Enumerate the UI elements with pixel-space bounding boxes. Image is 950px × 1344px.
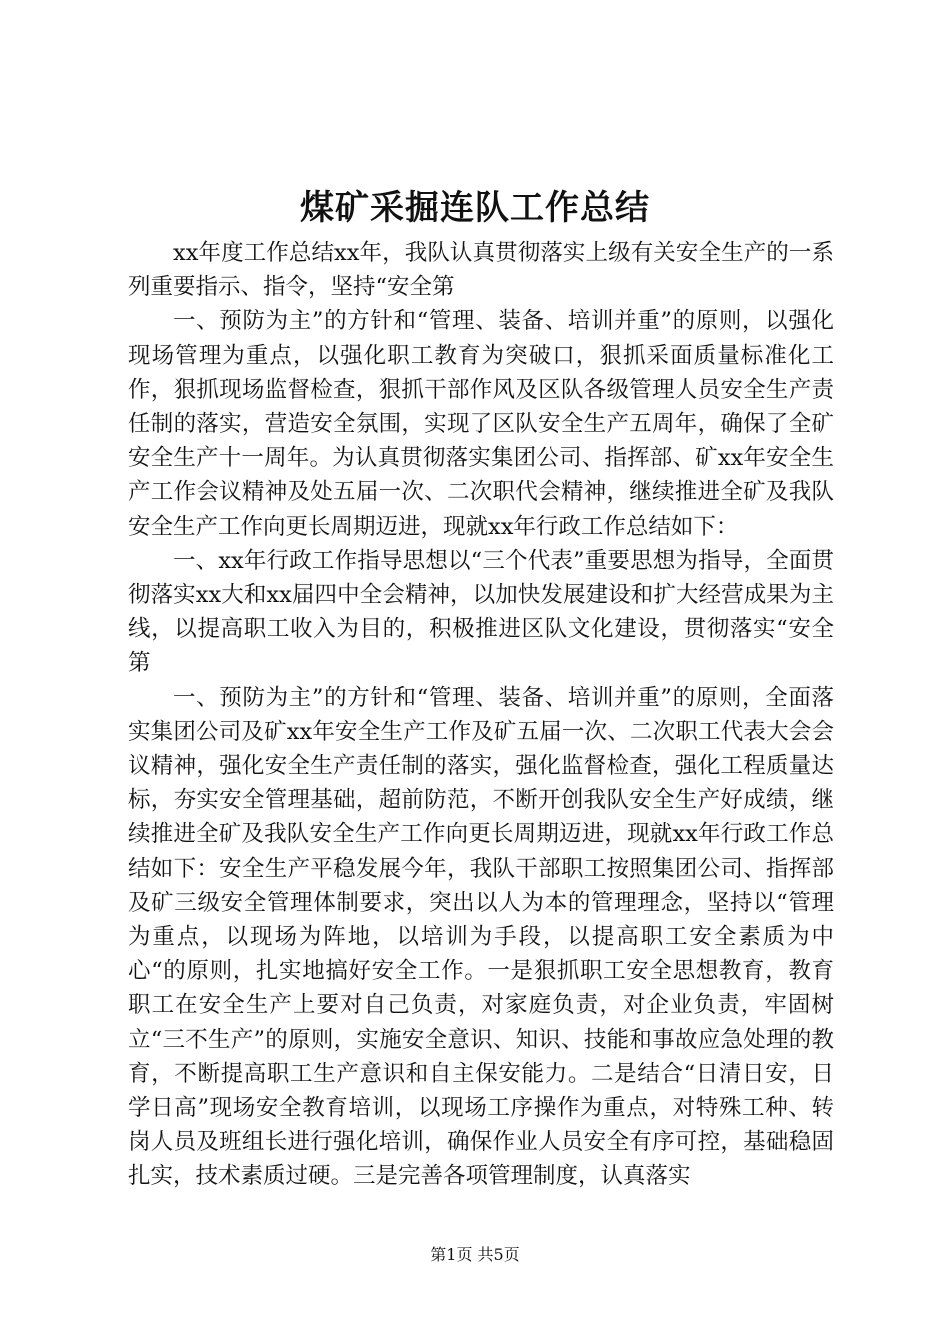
document-body [128, 236, 834, 1194]
paragraph: 一、预防为主”的方针和“管理、装备、培训并重”的原则，全面落实集团公司及矿xx年安全生产工作及矿五届一次、二次职工代表大会会议精神，强化安全生产责任制的落实，强化监督检查，强化工程质量达标，夯实安全管理基础，超前防范，不断开创我队安全生产好成绩，继续推进全矿及我队安全生产工作向更长周期迈进，现就xx年行政工作总结如下：安全生产平稳发展今年，我队干部职工按照集团公司、指挥部及矿三级安全管理体制要求，突出以人为本的管理理念，坚持以“管理为重点，以现场为阵地，以培训为手段，以提高职工安全素质为中心“的原则，扎实地搞好安全工作。一是狠抓职工安全思想教育，教育职工在安全生产上要对自己负责，对家庭负责，对企业负责，牢固树立“三不生产”的原则，实施安全意识、知识、技能和事故应急处理的教育，不断提高职工生产意识和自主保安能力。二是结合“日清日安，日学日高”现场安全教育培训，以现场工序操作为重点，对特殊工种、转岗人员及班组长进行强化培训，确保作业人员安全有序可控，基础稳固扎实，技术素质过硬。三是完善各项管理制度，认真落实 [128, 684, 834, 1190]
paragraph: 一、xx年行政工作指导思想以“三个代表”重要思想为指导，全面贯彻落实xx大和xx届四中全会精神，以加快发展建设和扩大经营成果为主线，以提高职工收入为目的，积极推进区队文化建设，贯彻落实“安全第 [128, 547, 834, 677]
document-title: 煤矿采掘连队工作总结 [300, 188, 650, 228]
page-number-footer: 第1页 共5页 [430, 1245, 520, 1264]
paragraph: 一、预防为主”的方针和“管理、装备、培训并重”的原则，以强化现场管理为重点，以强化职工教育为突破口，狠抓采面质量标准化工作，狠抓现场监督检查，狠抓干部作风及区队各级管理人员安全生产责任制的落实，营造安全氛围，实现了区队安全生产五周年，确保了全矿安全生产十一周年。为认真贯彻落实集团公司、指挥部、矿xx年安全生产工作会议精神及处五届一次、二次职代会精神，继续推进全矿及我队安全生产工作向更长周期迈进，现就xx年行政工作总结如下： [128, 308, 834, 540]
paragraph: xx年度工作总结xx年，我队认真贯彻落实上级有关安全生产的一系列重要指示、指令，坚持“安全第 [128, 240, 834, 301]
